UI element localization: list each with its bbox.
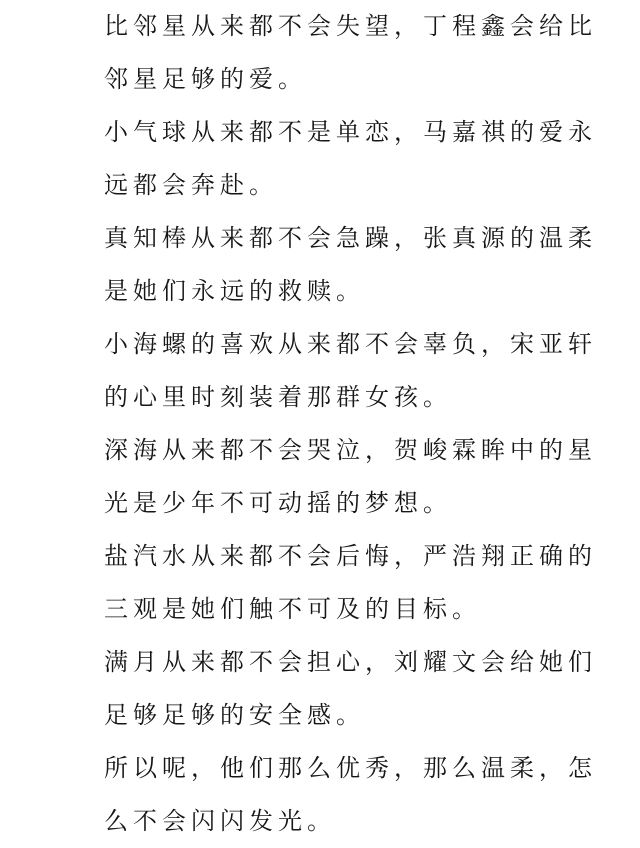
text-line: 深海从来都不会哭泣，贺峻霖眸中的星 (104, 436, 597, 464)
text-line: 光是少年不可动摇的梦想。 (104, 489, 452, 517)
text-line: 盐汽水从来都不会后悔，严浩翔正确的 (104, 542, 597, 570)
text-line: 邻星足够的爱。 (104, 65, 307, 93)
text-line: 比邻星从来都不会失望，丁程鑫会给比 (104, 12, 597, 40)
text-line: 小气球从来都不是单恋，马嘉祺的爱永 (104, 118, 597, 146)
text-line: 远都会奔赴。 (104, 171, 278, 199)
text-line: 小海螺的喜欢从来都不会辜负，宋亚轩 (104, 330, 597, 358)
text-line: 么不会闪闪发光。 (104, 807, 336, 835)
text-line: 是她们永远的救赎。 (104, 277, 365, 305)
text-line: 满月从来都不会担心，刘耀文会给她们 (104, 648, 597, 676)
text-line: 三观是她们触不可及的目标。 (104, 595, 481, 623)
handwritten-text-block (104, 0, 614, 848)
text-line: 的心里时刻装着那群女孩。 (104, 383, 452, 411)
text-line: 真知棒从来都不会急躁，张真源的温柔 (104, 224, 597, 252)
text-line: 所以呢，他们那么优秀，那么温柔，怎 (104, 754, 597, 782)
text-line: 足够足够的安全感。 (104, 701, 365, 729)
